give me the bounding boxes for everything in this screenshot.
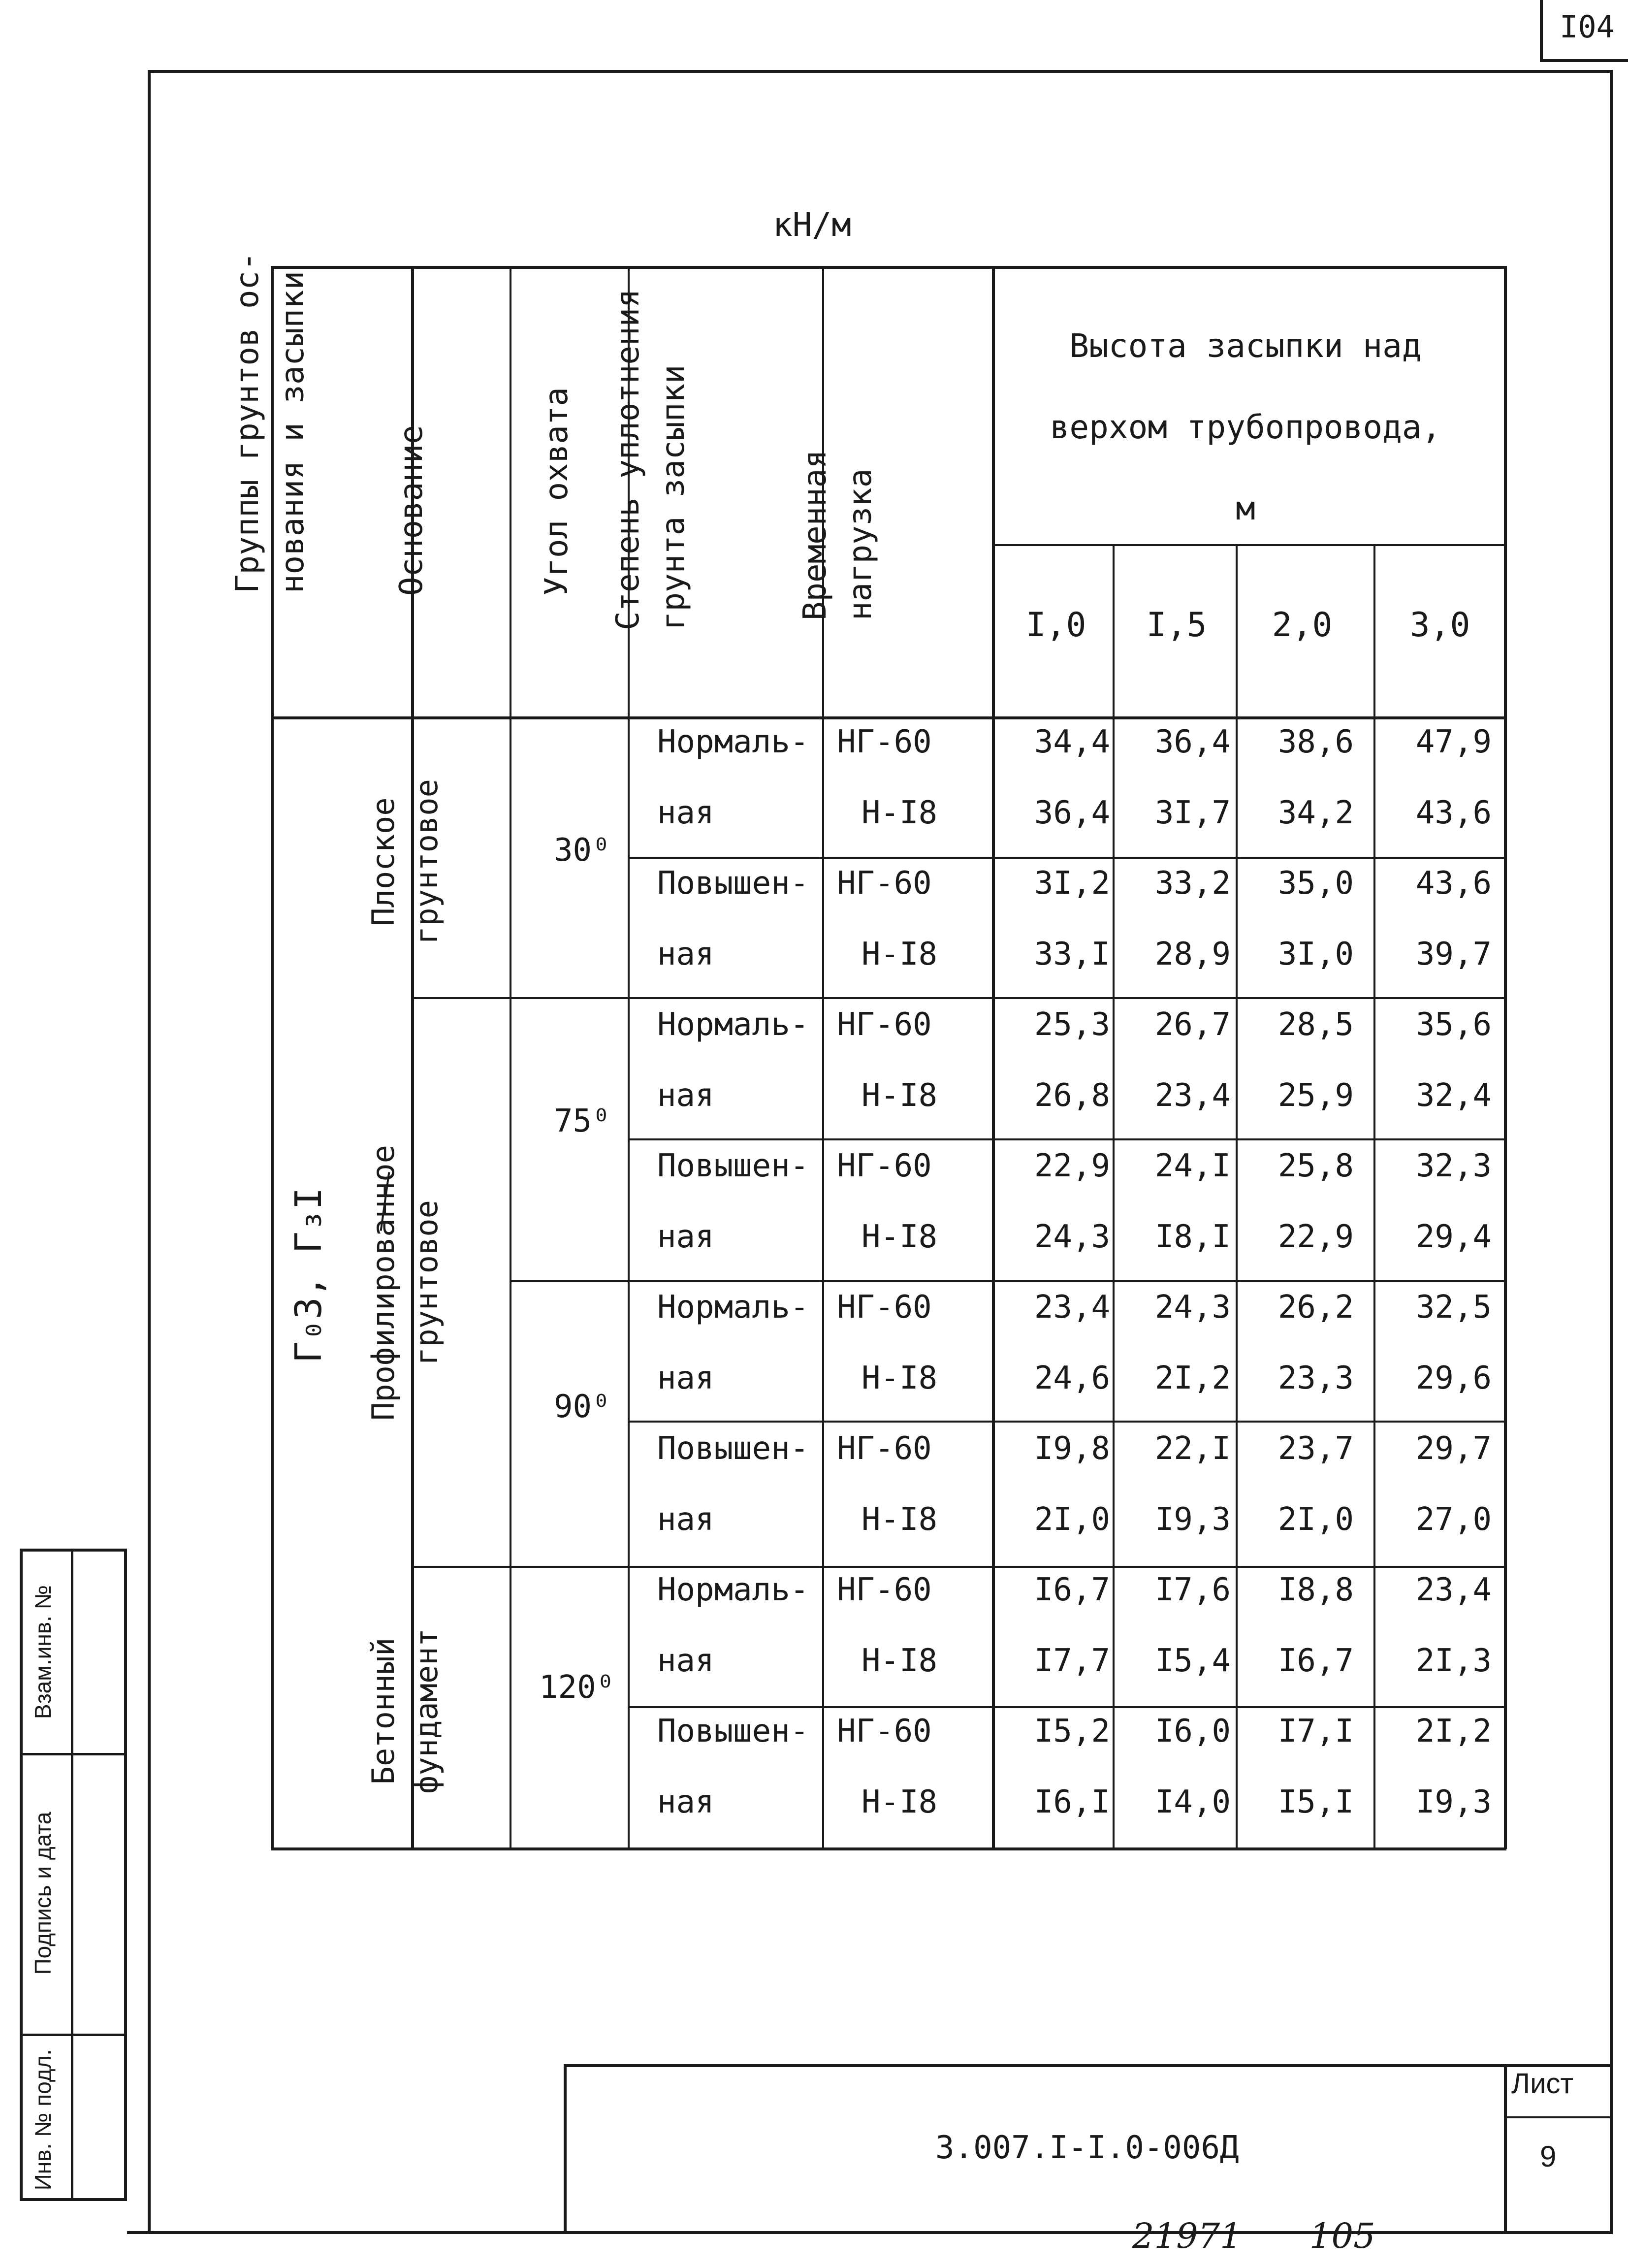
value-cell: 34,4	[1034, 724, 1110, 760]
compaction-cell: ная	[657, 936, 714, 972]
load-cell: НГ-60	[837, 1289, 932, 1326]
compaction-cell: Повышен-	[657, 1713, 809, 1750]
value-cell: I9,3	[1415, 1784, 1492, 1820]
load-cell: Н-I8	[862, 1219, 938, 1255]
angle-120: 120⁰	[539, 1669, 615, 1706]
divider-base-2	[411, 1566, 1504, 1568]
value-cell: 28,5	[1277, 1006, 1354, 1043]
value-cell: 29,4	[1415, 1219, 1492, 1255]
compaction-cell: ная	[657, 795, 714, 831]
handwritten-number-1: 21971	[1132, 2216, 1242, 2256]
base-label-flat: Плоское грунтовое	[365, 779, 445, 944]
load-cell: Н-I8	[862, 1784, 938, 1820]
value-cell: 2I,0	[1034, 1501, 1110, 1538]
load-cell: Н-I8	[862, 1643, 938, 1679]
sheet-label: Лист	[1511, 2068, 1574, 2100]
value-cell: 29,6	[1415, 1360, 1492, 1396]
load-cell: НГ-60	[837, 1148, 932, 1184]
value-cell: 43,6	[1415, 795, 1492, 831]
col-line-8	[1373, 544, 1375, 1849]
load-cell: НГ-60	[837, 1006, 932, 1043]
header-compaction: Степень уплотнения грунта засыпки	[610, 289, 692, 630]
value-cell: 36,4	[1154, 724, 1231, 760]
value-cell: 38,6	[1277, 724, 1354, 760]
stamp-sheet-split	[1504, 2116, 1612, 2118]
header-height-1: I,0	[1025, 606, 1086, 645]
value-cell: I4,0	[1154, 1784, 1231, 1820]
value-cell: 24,3	[1034, 1219, 1110, 1255]
header-base: Основание	[393, 425, 430, 596]
value-cell: 24,I	[1154, 1148, 1231, 1184]
header-load: Временная нагрузка	[797, 450, 879, 620]
compaction-cell: Нормаль-	[657, 1006, 809, 1043]
value-cell: 23,4	[1034, 1289, 1110, 1326]
value-cell: 23,4	[1415, 1572, 1492, 1608]
value-cell: I9,8	[1034, 1430, 1110, 1467]
load-cell: НГ-60	[837, 865, 932, 902]
value-cell: 23,7	[1277, 1430, 1354, 1467]
value-cell: I8,8	[1277, 1572, 1354, 1608]
sidebar-inv-instead: Взам.инв. №	[30, 1585, 56, 1719]
page-number-divider	[1540, 0, 1543, 62]
value-cell: 2I,3	[1415, 1643, 1492, 1679]
load-cell: НГ-60	[837, 1430, 932, 1467]
compaction-cell: Повышен-	[657, 1430, 809, 1467]
frame-left	[148, 70, 151, 2234]
compaction-cell: Повышен-	[657, 865, 809, 902]
load-cell: НГ-60	[837, 1572, 932, 1608]
load-cell: НГ-60	[837, 724, 932, 760]
value-cell: 35,6	[1415, 1006, 1492, 1043]
value-cell: 3I,7	[1154, 795, 1231, 831]
stamp-top	[564, 2064, 1612, 2067]
document-code: 3.007.I-I.0-006Д	[935, 2130, 1239, 2166]
frame-bottom	[127, 2231, 1613, 2234]
col-line-7	[1236, 544, 1238, 1849]
value-cell: 32,3	[1415, 1148, 1492, 1184]
angle-30: 30⁰	[554, 832, 611, 869]
page-number: I04	[1560, 9, 1615, 45]
frame-right	[1610, 70, 1613, 2234]
divider-comp-2	[628, 1138, 1504, 1140]
load-cell: Н-I8	[862, 1360, 938, 1396]
sidebar-divider-2	[20, 2034, 127, 2036]
compaction-cell: ная	[657, 1219, 714, 1255]
compaction-cell: ная	[657, 1643, 714, 1679]
divider-base-1	[411, 997, 1504, 999]
header-height-4: 3,0	[1409, 606, 1470, 645]
value-cell: I5,4	[1154, 1643, 1231, 1679]
sidebar-divider-1	[20, 1753, 127, 1755]
load-cell: Н-I8	[862, 936, 938, 972]
table-bottom	[271, 1847, 1506, 1850]
load-cell: Н-I8	[862, 795, 938, 831]
compaction-cell: Нормаль-	[657, 724, 809, 760]
header-height-3: 2,0	[1272, 606, 1333, 645]
value-cell: 3I,2	[1034, 865, 1110, 902]
value-cell: 33,I	[1034, 936, 1110, 972]
handwritten-number-2: 105	[1309, 2216, 1375, 2256]
stamp-left	[564, 2064, 567, 2232]
compaction-cell: ная	[657, 1077, 714, 1114]
sidebar-divider-v	[71, 1549, 73, 2201]
load-cell: Н-I8	[862, 1077, 938, 1114]
value-cell: 3I,0	[1277, 936, 1354, 972]
value-cell: 26,7	[1154, 1006, 1231, 1043]
unit-label: кН/м	[773, 206, 851, 244]
divider-comp-1	[628, 857, 1504, 859]
load-cell: Н-I8	[862, 1501, 938, 1538]
value-cell: I5,I	[1277, 1784, 1354, 1820]
divider-comp-4	[628, 1706, 1504, 1708]
value-cell: 32,4	[1415, 1077, 1492, 1114]
value-cell: 2I,2	[1154, 1360, 1231, 1396]
value-cell: I6,7	[1034, 1572, 1110, 1608]
value-cell: I6,0	[1154, 1713, 1231, 1750]
value-cell: 2I,2	[1415, 1713, 1492, 1750]
value-cell: I7,6	[1154, 1572, 1231, 1608]
compaction-cell: Повышен-	[657, 1148, 809, 1184]
group-label: Г₀3, Г₃I	[287, 1187, 330, 1363]
sheet-number: 9	[1540, 2140, 1557, 2173]
value-cell: 25,9	[1277, 1077, 1354, 1114]
value-cell: 22,9	[1277, 1219, 1354, 1255]
compaction-cell: Нормаль-	[657, 1572, 809, 1608]
frame-top	[148, 70, 1612, 73]
page-number-underline	[1540, 59, 1628, 62]
sidebar-signature: Подпись и дата	[30, 1812, 56, 1975]
compaction-cell: ная	[657, 1360, 714, 1396]
sidebar-stamp	[20, 1549, 127, 2201]
value-cell: I9,3	[1154, 1501, 1231, 1538]
value-cell: 33,2	[1154, 865, 1231, 902]
value-cell: 43,6	[1415, 865, 1492, 902]
value-cell: 22,I	[1154, 1430, 1231, 1467]
base-label-profiled: Профилированное грунтовое	[365, 1145, 445, 1421]
value-cell: 36,4	[1034, 795, 1110, 831]
value-cell: 22,9	[1034, 1148, 1110, 1184]
value-cell: 32,5	[1415, 1289, 1492, 1326]
value-cell: I5,2	[1034, 1713, 1110, 1750]
value-cell: 24,3	[1154, 1289, 1231, 1326]
value-cell: 23,3	[1277, 1360, 1354, 1396]
angle-75: 75⁰	[554, 1103, 611, 1139]
value-cell: 39,7	[1415, 936, 1492, 972]
stamp-sheet-divider	[1504, 2064, 1507, 2232]
compaction-cell: ная	[657, 1784, 714, 1820]
header-angle: Угол охвата	[539, 387, 575, 596]
col-line-9	[1504, 266, 1507, 1849]
base-label-concrete: Бетонный фундамент	[365, 1628, 445, 1794]
compaction-cell: Нормаль-	[657, 1289, 809, 1326]
compaction-cell: ная	[657, 1501, 714, 1538]
value-cell: 28,9	[1154, 936, 1231, 972]
sidebar-inv-orig: Инв. № подл.	[30, 2049, 56, 2191]
value-cell: I6,7	[1277, 1643, 1354, 1679]
value-cell: 24,6	[1034, 1360, 1110, 1396]
value-cell: I8,I	[1154, 1219, 1231, 1255]
value-cell: 2I,0	[1277, 1501, 1354, 1538]
value-cell: 34,2	[1277, 795, 1354, 831]
col-line-6	[1113, 544, 1115, 1849]
divider-comp-3	[628, 1421, 1504, 1423]
value-cell: 35,0	[1277, 865, 1354, 902]
value-cell: 25,3	[1034, 1006, 1110, 1043]
divider-angle-1	[510, 1280, 1504, 1282]
value-cell: 25,8	[1277, 1148, 1354, 1184]
value-cell: 26,8	[1034, 1077, 1110, 1114]
load-cell: НГ-60	[837, 1713, 932, 1750]
header-height-2: I,5	[1146, 606, 1207, 645]
value-cell: 47,9	[1415, 724, 1492, 760]
value-cell: I7,7	[1034, 1643, 1110, 1679]
header-height-title: Высота засыпки над верхом трубопровода, м	[1050, 327, 1441, 527]
value-cell: 23,4	[1154, 1077, 1231, 1114]
header-group: Группы грунтов ос- нования и засыпки	[229, 252, 311, 593]
value-cell: 26,2	[1277, 1289, 1354, 1326]
value-cell: I6,I	[1034, 1784, 1110, 1820]
value-cell: 27,0	[1415, 1501, 1492, 1538]
angle-90: 90⁰	[554, 1389, 611, 1425]
value-cell: I7,I	[1277, 1713, 1354, 1750]
col-line-2	[510, 266, 511, 1849]
table-header-bottom	[271, 716, 1506, 719]
value-cell: 29,7	[1415, 1430, 1492, 1467]
table-top	[271, 266, 1506, 269]
